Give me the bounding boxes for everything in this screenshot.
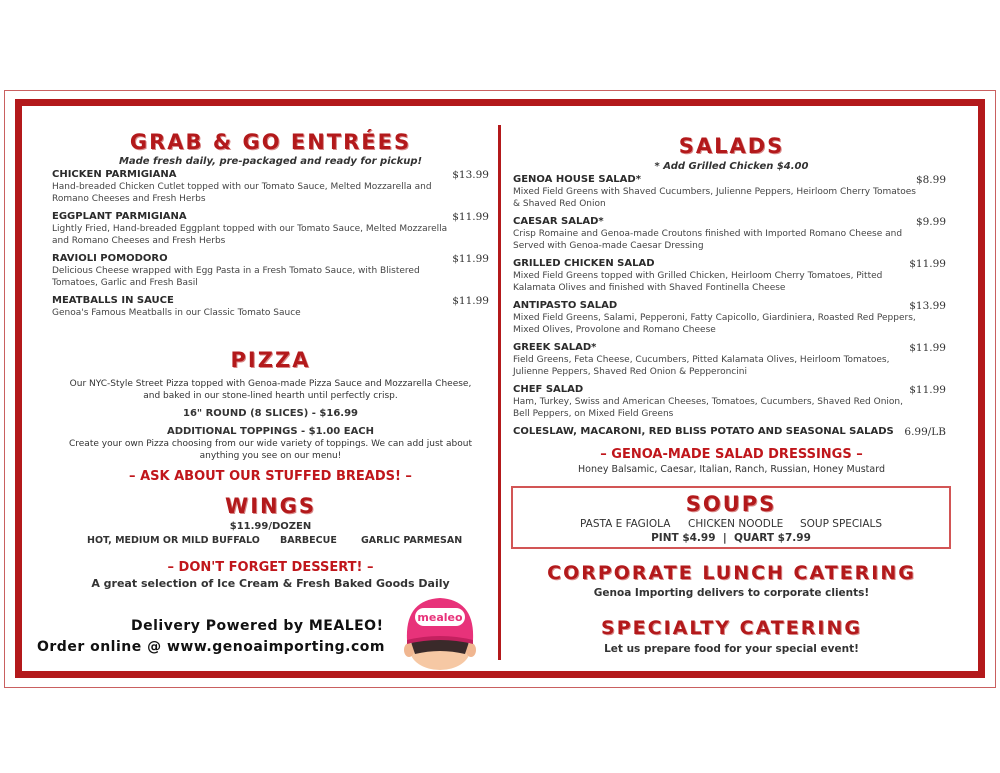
wings-flavor: HOT, MEDIUM OR MILD BUFFALO: [87, 535, 260, 546]
menu-item: [513, 216, 950, 252]
pizza-description: Our NYC-Style Street Pizza topped with Genoa-made Pizza Sauce and Mozzarella Cheese, and baked in our stone-lined hearth until perfectly crisp.: [69, 379, 472, 401]
item-name: EGGPLANT PARMIGIANA: [52, 211, 187, 222]
pizza-title: PIZZA: [230, 348, 311, 372]
toppings-title: ADDITIONAL TOPPINGS - $1.00 EACH: [166, 426, 375, 437]
menu-item: [513, 384, 950, 420]
item-description: Mixed Field Greens topped with Grilled Chicken, Heirloom Cherry Tomatoes, Pitted Kalamata Olives and finished with Shaved Fontinella Cheese: [513, 271, 883, 293]
salads-subtitle: * Add Grilled Chicken $4.00: [654, 161, 809, 172]
corporate-catering-title: CORPORATE LUNCH CATERING: [547, 562, 916, 584]
delivery-line: Delivery Powered by MEALEO!: [131, 618, 384, 634]
item-name: GRILLED CHICKEN SALAD: [513, 258, 655, 269]
menu-item: [513, 426, 950, 437]
item-price: $11.99: [452, 211, 489, 223]
soup-type: SOUP SPECIALS: [800, 518, 883, 530]
item-name: RAVIOLI POMODORO: [52, 253, 168, 264]
specialty-catering-description: Let us prepare food for your special event!: [604, 643, 859, 655]
corporate-catering-description: Genoa Importing delivers to corporate clients!: [593, 587, 870, 599]
stuffed-breads-note: – ASK ABOUT OUR STUFFED BREADS! –: [129, 469, 412, 484]
grab-go-title: GRAB & GO ENTRÉES: [129, 130, 412, 154]
item-price: $9.99: [915, 216, 946, 228]
item-name: CHICKEN PARMIGIANA: [52, 169, 177, 180]
column-divider: [498, 125, 501, 660]
menu-item: [513, 342, 950, 378]
salads-title: SALADS: [678, 134, 785, 158]
toppings-description: Create your own Pizza choosing from our wide variety of toppings. We can add just about anything you see on our menu!: [68, 439, 472, 461]
soup-type: CHICKEN NOODLE: [688, 518, 784, 530]
item-name: CHEF SALAD: [513, 384, 584, 395]
item-description: Ham, Turkey, Swiss and American Cheeses, Tomatoes, Cucumbers, Shaved Red Onion, Bell Peppers, on Mixed Field Greens: [513, 397, 903, 419]
dessert-description: A great selection of Ice Cream & Fresh Baked Goods Daily: [91, 577, 450, 590]
menu-item: [52, 211, 489, 247]
item-name: ANTIPASTO SALAD: [513, 300, 618, 311]
wings-title: WINGS: [225, 494, 316, 518]
wings-price: $11.99/DOZEN: [229, 521, 312, 532]
grab-go-subtitle: Made fresh daily, pre-packaged and ready for pickup!: [118, 156, 423, 167]
dessert-title: – DON'T FORGET DESSERT! –: [167, 560, 374, 575]
item-description: Genoa's Famous Meatballs in our Classic Tomato Sauce: [52, 308, 301, 318]
menu-item: [513, 258, 950, 294]
order-online-line: Order online @ www.genoaimporting.com: [37, 639, 385, 655]
wings-flavor: GARLIC PARMESAN: [361, 535, 463, 546]
mealeo-mascot-logo: [401, 592, 479, 672]
dressings-list: Honey Balsamic, Caesar, Italian, Ranch, Russian, Honey Mustard: [578, 464, 885, 475]
item-name: CAESAR SALAD*: [513, 216, 604, 227]
item-description: Mixed Field Greens, Salami, Pepperoni, Fatty Capicollo, Giardiniera, Roasted Red Peppers, Mixed Olives, Provolone and Romano Cheese: [513, 313, 916, 335]
soup-prices: PINT $4.99 | QUART $7.99: [651, 532, 811, 544]
item-price: $11.99: [452, 253, 489, 265]
soup-type: PASTA E FAGIOLA: [580, 518, 671, 530]
soups-box: [511, 486, 951, 549]
item-description: Delicious Cheese wrapped with Egg Pasta in a Fresh Tomato Sauce, with Blistered Tomatoes, Garlic and Fresh Basil: [52, 266, 420, 288]
menu-item: [52, 169, 489, 205]
item-price: $13.99: [909, 300, 946, 312]
item-name: COLESLAW, MACARONI, RED BLISS POTATO AND SEASONAL SALADS: [513, 426, 894, 437]
item-name: GENOA HOUSE SALAD*: [513, 174, 641, 185]
item-price: $8.99: [915, 174, 946, 186]
dressings-title: – GENOA-MADE SALAD DRESSINGS –: [600, 447, 863, 462]
item-price: $11.99: [909, 258, 946, 270]
menu-item: [513, 300, 950, 336]
menu-item: [52, 253, 489, 289]
mealeo-logo-text: mealeo: [417, 611, 463, 624]
pizza-round-price: 16" ROUND (8 SLICES) - $16.99: [182, 408, 359, 419]
item-price: 6.99/LB: [904, 426, 946, 438]
item-description: Lightly Fried, Hand-breaded Eggplant topped with our Tomato Sauce, Melted Mozzarella and Romano Cheeses and Fresh Herbs: [52, 224, 448, 246]
item-name: MEATBALLS IN SAUCE: [52, 295, 174, 306]
wings-flavor: BARBECUE: [280, 535, 337, 546]
item-description: Mixed Field Greens with Shaved Cucumbers, Julienne Peppers, Heirloom Cherry Tomatoes & Shaved Red Onion: [513, 187, 916, 209]
menu-item: [513, 174, 950, 210]
item-price: $11.99: [452, 295, 489, 307]
item-description: Field Greens, Feta Cheese, Cucumbers, Pitted Kalamata Olives, Heirloom Tomatoes, Julienne Peppers, Shaved Red Onion & Pepperoncini: [513, 355, 890, 377]
item-price: $13.99: [452, 169, 489, 181]
item-price: $11.99: [909, 384, 946, 396]
item-description: Hand-breaded Chicken Cutlet topped with our Tomato Sauce, Melted Mozzarella and Romano Cheeses and Fresh Herbs: [52, 182, 432, 204]
specialty-catering-title: SPECIALTY CATERING: [601, 617, 862, 639]
item-name: GREEK SALAD*: [513, 342, 597, 353]
menu-item: [52, 295, 489, 319]
item-price: $11.99: [909, 342, 946, 354]
soups-title: SOUPS: [685, 492, 777, 516]
item-description: Crisp Romaine and Genoa-made Croutons finished with Imported Romano Cheese and Served with Genoa-made Caesar Dressing: [513, 229, 903, 251]
